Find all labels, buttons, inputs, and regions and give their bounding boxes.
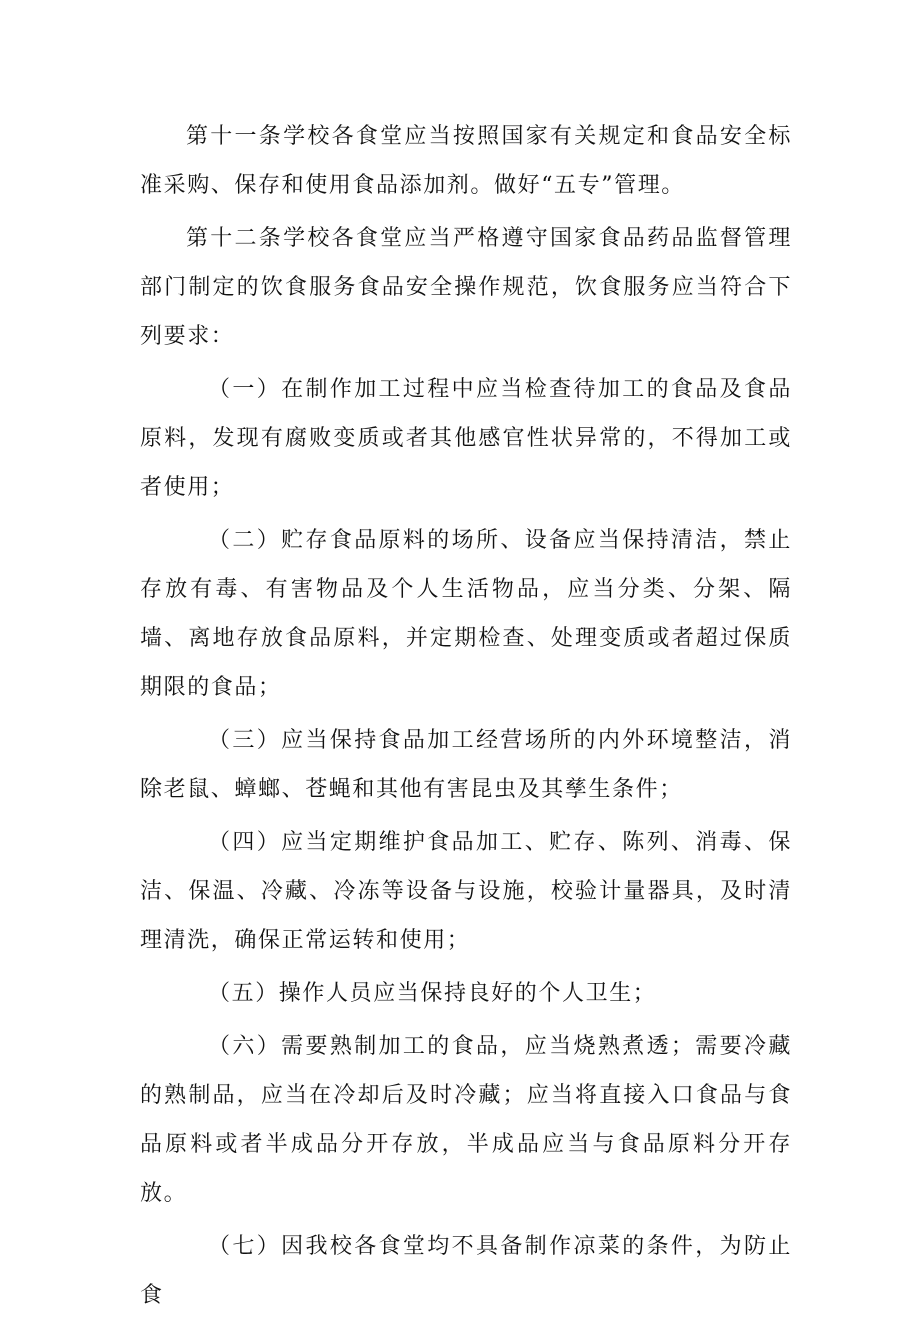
item-1-paragraph: （一）在制作加工过程中应当检查待加工的食品及食品原料，发现有腐败变质或者其他感官性状异常的，不得加工或者使用； bbox=[140, 377, 792, 500]
item-6-paragraph: （六）需要熟制加工的食品，应当烧熟煮透；需要冷藏的熟制品，应当在冷却后及时冷藏；应当将直接入口食品与食品原料或者半成品分开存放，半成品应当与食品原料分开存放。 bbox=[140, 1034, 792, 1206]
item-7-paragraph: （七）因我校各食堂均不具备制作凉菜的条件，为防止食 bbox=[140, 1234, 792, 1308]
article-11-paragraph: 第十一条学校各食堂应当按照国家有关规定和食品安全标准采购、保存和使用食品添加剂。做好“五专”管理。 bbox=[140, 124, 792, 198]
item-2-paragraph: （二）贮存食品原料的场所、设备应当保持清洁，禁止存放有毒、有害物品及个人生活物品，应当分类、分架、隔墙、离地存放食品原料，并定期检查、处理变质或者超过保质期限的食品； bbox=[140, 528, 792, 700]
article-12-paragraph: 第十二条学校各食堂应当严格遵守国家食品药品监督管理部门制定的饮食服务食品安全操作规范，饮食服务应当符合下列要求： bbox=[140, 226, 792, 349]
document-body bbox=[140, 112, 792, 1324]
item-4-paragraph: （四）应当定期维护食品加工、贮存、陈列、消毒、保洁、保温、冷藏、冷冻等设备与设施，校验计量器具，及时清理清洗，确保正常运转和使用； bbox=[140, 830, 792, 953]
item-5-paragraph: （五）操作人员应当保持良好的个人卫生； bbox=[208, 981, 657, 1006]
item-3-paragraph: （三）应当保持食品加工经营场所的内外环境整洁，消除老鼠、蟑螂、苍蝇和其他有害昆虫及其孳生条件； bbox=[140, 728, 792, 802]
